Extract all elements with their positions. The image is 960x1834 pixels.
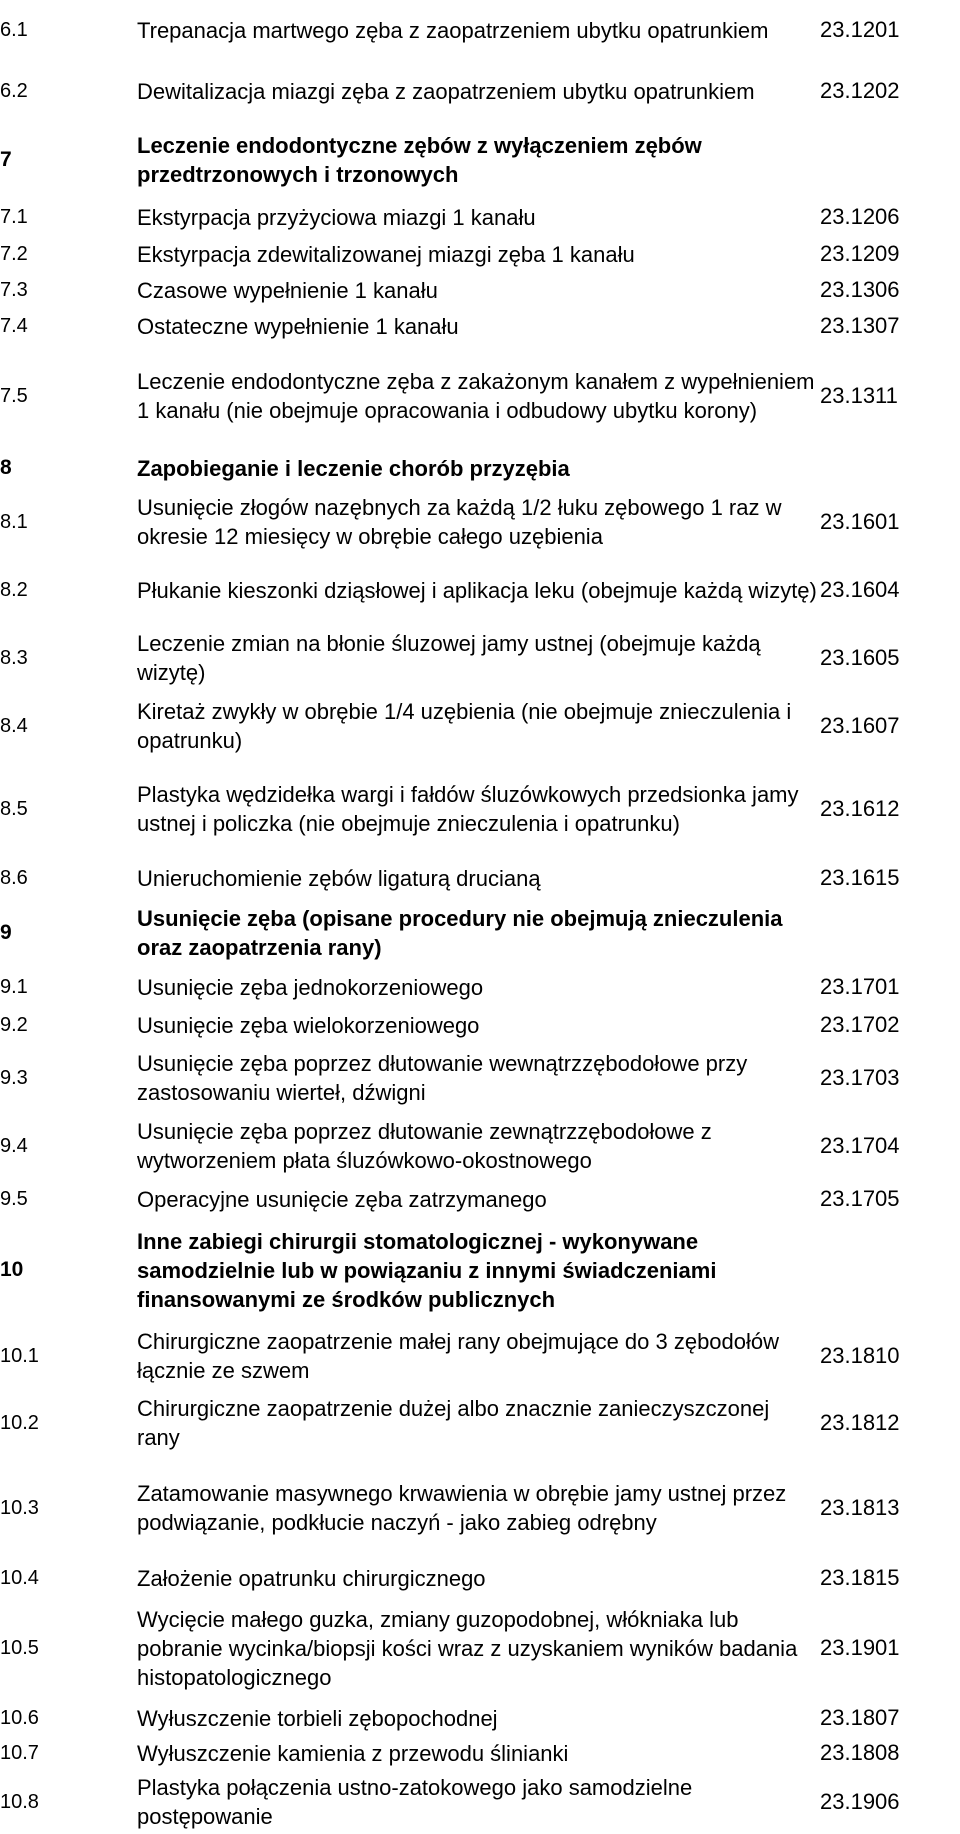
row-number: 10.3 — [0, 1497, 39, 1519]
table-row — [0, 236, 960, 272]
row-description: Czasowe wypełnienie 1 kanału — [137, 277, 438, 303]
table-row — [0, 0, 960, 60]
row-description: Usunięcie zęba jednokorzeniowego — [137, 974, 484, 1000]
row-description: Usunięcie złogów nazębnych za każdą 1/2 łuku zębowego 1 raz w okresie 12 miesięcy w obrębie całego uzębienia — [137, 495, 782, 549]
table-row — [0, 308, 960, 344]
row-description: Ostateczne wypełnienie 1 kanału — [137, 313, 459, 339]
row-description: Usunięcie zęba poprzez dłutowanie wewnątrzzębodołowe przy zastosowaniu wierteł, dźwigni — [137, 1051, 748, 1105]
row-number: 7.1 — [0, 206, 28, 228]
row-code: 23.1306 — [820, 276, 900, 302]
table-row — [0, 1560, 960, 1596]
row-code — [820, 122, 960, 198]
section-title: Usunięcie zęba (opisane procedury nie obejmują znieczulenia oraz zaopatrzenia rany) — [137, 906, 783, 960]
row-code: 23.1206 — [820, 203, 900, 229]
row-description: Unieruchomienie zębów ligaturą drucianą — [137, 865, 541, 891]
table-row — [0, 1736, 960, 1770]
row-description: Wyłuszczenie torbieli zębopochodnej — [137, 1705, 498, 1731]
section-title: Leczenie endodontyczne zębów z wyłączeniem zębów przedtrzonowych i trzonowych — [137, 133, 702, 187]
table-row — [0, 624, 960, 692]
table-row — [0, 1180, 960, 1218]
row-description: Operacyjne usunięcie zęba zatrzymanego — [137, 1186, 547, 1212]
row-code: 23.1701 — [820, 973, 900, 999]
row-description: Płukanie kieszonki dziąsłowej i aplikacja leku (obejmuje każdą wizytę) — [137, 577, 817, 603]
row-description: Ekstyrpacja przyżyciowa miazgi 1 kanału — [137, 204, 536, 230]
row-number: 9.5 — [0, 1188, 28, 1210]
row-code: 23.1201 — [820, 16, 900, 42]
section-title: Zapobieganie i leczenie chorób przyzębia — [137, 455, 570, 481]
table-row — [0, 1006, 960, 1044]
row-code — [820, 1218, 960, 1322]
row-code: 23.1202 — [820, 77, 900, 103]
row-description: Leczenie zmian na błonie śluzowej jamy ustnej (obejmuje każdą wizytę) — [137, 631, 761, 685]
row-code: 23.1705 — [820, 1185, 900, 1211]
row-description: Dewitalizacja miazgi zęba z zaopatrzeniem ubytku opatrunkiem — [137, 78, 755, 104]
row-code: 23.1209 — [820, 240, 900, 266]
row-code: 23.1807 — [820, 1704, 900, 1730]
row-description: Plastyka wędzidełka wargi i fałdów śluzówkowych przedsionka jamy ustnej i policzka (nie obejmuje znieczulenia i opatrunku) — [137, 782, 799, 836]
row-number: 10.6 — [0, 1707, 39, 1729]
row-number: 10.5 — [0, 1637, 39, 1659]
section-header-row — [0, 448, 960, 488]
row-code: 23.1307 — [820, 312, 900, 338]
row-description: Ekstyrpacja zdewitalizowanej miazgi zęba 1 kanału — [137, 241, 635, 267]
row-number: 10.7 — [0, 1742, 39, 1764]
section-title: Inne zabiegi chirurgii stomatologicznej - wykonywane samodzielnie lub w powiązaniu z innymi świadczeniami finansowanymi ze środków publicznych — [137, 1228, 717, 1312]
row-number: 7.5 — [0, 385, 28, 407]
table-row — [0, 198, 960, 236]
row-description: Trepanacja martwego zęba z zaopatrzeniem ubytku opatrunkiem — [137, 17, 769, 43]
table-row — [0, 1456, 960, 1560]
table-row — [0, 1112, 960, 1180]
row-code: 23.1615 — [820, 864, 900, 890]
table-row — [0, 1390, 960, 1456]
row-code: 23.1901 — [820, 1634, 900, 1660]
row-number: 8.3 — [0, 647, 28, 669]
row-description: Plastyka połączenia ustno-zatokowego jako samodzielne postępowanie — [137, 1775, 693, 1829]
row-description: Założenie opatrunku chirurgicznego — [137, 1565, 486, 1591]
row-description: Wycięcie małego guzka, zmiany guzopodobnej, włókniaka lub pobranie wycinka/biopsji kości wraz z uzyskaniem wyników badania histopatologicznego — [137, 1606, 798, 1690]
row-code: 23.1605 — [820, 644, 900, 670]
row-code: 23.1703 — [820, 1064, 900, 1090]
table-row — [0, 272, 960, 308]
row-number: 8.2 — [0, 579, 28, 601]
section-header-row — [0, 1218, 960, 1322]
table-row — [0, 760, 960, 858]
row-number: 9.1 — [0, 976, 28, 998]
row-code: 23.1813 — [820, 1494, 900, 1520]
section-number: 10 — [0, 1258, 24, 1282]
row-number: 9.4 — [0, 1135, 28, 1157]
row-code: 23.1812 — [820, 1409, 900, 1435]
section-number: 9 — [0, 921, 12, 945]
row-description: Usunięcie zęba poprzez dłutowanie zewnątrzzębodołowe z wytworzeniem płata śluzówkowo-okostnowego — [137, 1119, 712, 1173]
row-code: 23.1810 — [820, 1342, 900, 1368]
row-description: Kiretaż zwykły w obrębie 1/4 uzębienia (nie obejmuje znieczulenia i opatrunku) — [137, 699, 792, 753]
row-code: 23.1311 — [820, 382, 898, 408]
row-number: 8.1 — [0, 511, 28, 533]
row-code — [820, 898, 960, 968]
row-number: 6.1 — [0, 19, 28, 41]
row-number: 9.3 — [0, 1067, 28, 1089]
table-row — [0, 1044, 960, 1112]
section-number: 7 — [0, 148, 12, 172]
row-description: Usunięcie zęba wielokorzeniowego — [137, 1012, 480, 1038]
row-number: 10.8 — [0, 1791, 39, 1813]
row-number: 10.2 — [0, 1412, 39, 1434]
row-number: 10.1 — [0, 1345, 39, 1367]
row-code: 23.1702 — [820, 1011, 900, 1037]
section-header-row — [0, 898, 960, 968]
table-row — [0, 1700, 960, 1736]
row-description: Wyłuszczenie kamienia z przewodu ślinianki — [137, 1740, 569, 1766]
row-code: 23.1612 — [820, 795, 900, 821]
row-description: Chirurgiczne zaopatrzenie małej rany obejmujące do 3 zębodołów łącznie ze szwem — [137, 1329, 780, 1383]
row-number: 6.2 — [0, 80, 28, 102]
row-code: 23.1906 — [820, 1788, 900, 1814]
row-description: Zatamowanie masywnego krwawienia w obrębie jamy ustnej przez podwiązanie, podkłucie naczyń - jako zabieg odrębny — [137, 1481, 787, 1535]
row-code: 23.1607 — [820, 712, 900, 738]
row-number: 8.5 — [0, 798, 28, 820]
row-description: Chirurgiczne zaopatrzenie dużej albo znacznie zanieczyszczonej rany — [137, 1396, 770, 1450]
row-code: 23.1704 — [820, 1132, 900, 1158]
row-code: 23.1815 — [820, 1564, 900, 1590]
row-number: 10.4 — [0, 1567, 39, 1589]
row-number: 7.2 — [0, 243, 28, 265]
row-number: 7.3 — [0, 279, 28, 301]
table-row — [0, 556, 960, 624]
table-row — [0, 1596, 960, 1700]
section-number: 8 — [0, 456, 12, 480]
table-row — [0, 858, 960, 898]
row-number: 8.6 — [0, 867, 28, 889]
table-row — [0, 344, 960, 448]
row-code: 23.1604 — [820, 576, 900, 602]
section-header-row — [0, 122, 960, 198]
row-code — [820, 448, 960, 488]
table-row — [0, 692, 960, 760]
table-row — [0, 1770, 960, 1834]
row-code: 23.1808 — [820, 1739, 900, 1765]
row-number: 8.4 — [0, 715, 28, 737]
row-description: Leczenie endodontyczne zęba z zakażonym kanałem z wypełnieniem 1 kanału (nie obejmuje opracowania i odbudowy ubytku korony) — [137, 369, 815, 423]
row-number: 7.4 — [0, 315, 28, 337]
table-row — [0, 1322, 960, 1390]
table-row — [0, 488, 960, 556]
row-code: 23.1601 — [820, 508, 900, 534]
table-row — [0, 60, 960, 122]
table-row — [0, 968, 960, 1006]
row-number: 9.2 — [0, 1014, 28, 1036]
